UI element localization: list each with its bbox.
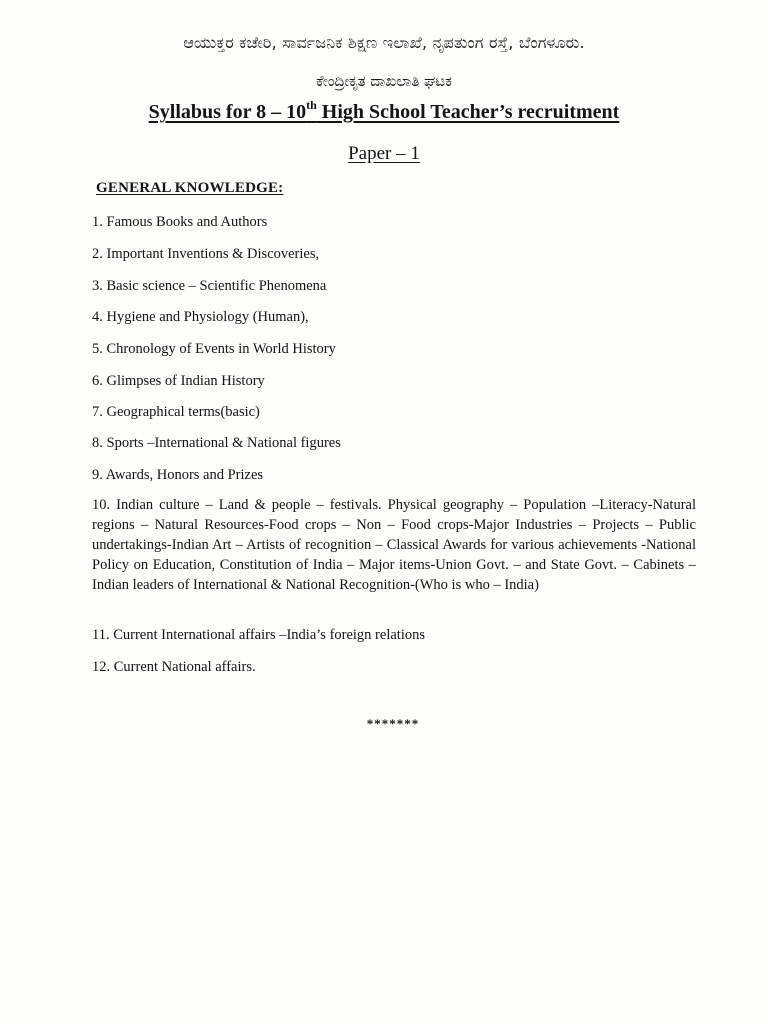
office-header-kannada: ಆಯುಕ್ತರ ಕಚೇರಿ, ಸಾರ್ವಜನಿಕ ಶಿಕ್ಷಣ ಇಲಾಖೆ, ನೃಪತುಂಗ ರಸ್ತೆ, ಬೆಂಗಳೂರು.	[183, 33, 585, 52]
syllabus-item: 8. Sports –International & National figures	[92, 435, 341, 451]
title-superscript: th	[306, 98, 317, 112]
syllabus-item: 5. Chronology of Events in World History	[92, 341, 336, 357]
syllabus-item: 7. Geographical terms(basic)	[92, 404, 260, 420]
syllabus-item: 1. Famous Books and Authors	[92, 214, 268, 230]
syllabus-item: 3. Basic science – Scientific Phenomena	[92, 278, 327, 294]
paper-label	[0, 143, 768, 165]
syllabus-item: 12. Current National affairs.	[92, 659, 256, 675]
syllabus-item: 6. Glimpses of Indian History	[92, 373, 265, 389]
syllabus-item: 10. Indian culture – Land & people – festivals. Physical geography – Population –Literacy-Natural regions – Natural Resources-Food crops – Non – Food crops-Major Industries – Projects – Public undertakings-Indian Art – Artists of recognition – Classical Awards for various achievements -National Policy on Education, Constitution of India – Major items-Union Govt. – and State Govt. – Cabinets – Indian leaders of International & National Recognition-(Who is who – India)	[92, 497, 696, 593]
title-suffix: High School Teacher’s recruitment	[316, 101, 620, 123]
document-title	[0, 99, 768, 125]
syllabus-item: 4. Hygiene and Physiology (Human),	[92, 309, 309, 325]
end-marker: *******	[366, 716, 420, 731]
unit-header-kannada: ಕೇಂದ್ರೀಕೃತ ದಾಖಲಾತಿ ಘಟಕ	[316, 72, 452, 90]
syllabus-item: 11. Current International affairs –India’s foreign relations	[92, 627, 425, 643]
section-heading: GENERAL KNOWLEDGE:	[96, 180, 284, 196]
title-prefix: Syllabus for 8 – 10	[148, 101, 307, 123]
syllabus-item: 2. Important Inventions & Discoveries,	[92, 246, 320, 262]
paper-label-text: Paper – 1	[348, 143, 420, 164]
syllabus-item: 9. Awards, Honors and Prizes	[92, 467, 264, 483]
